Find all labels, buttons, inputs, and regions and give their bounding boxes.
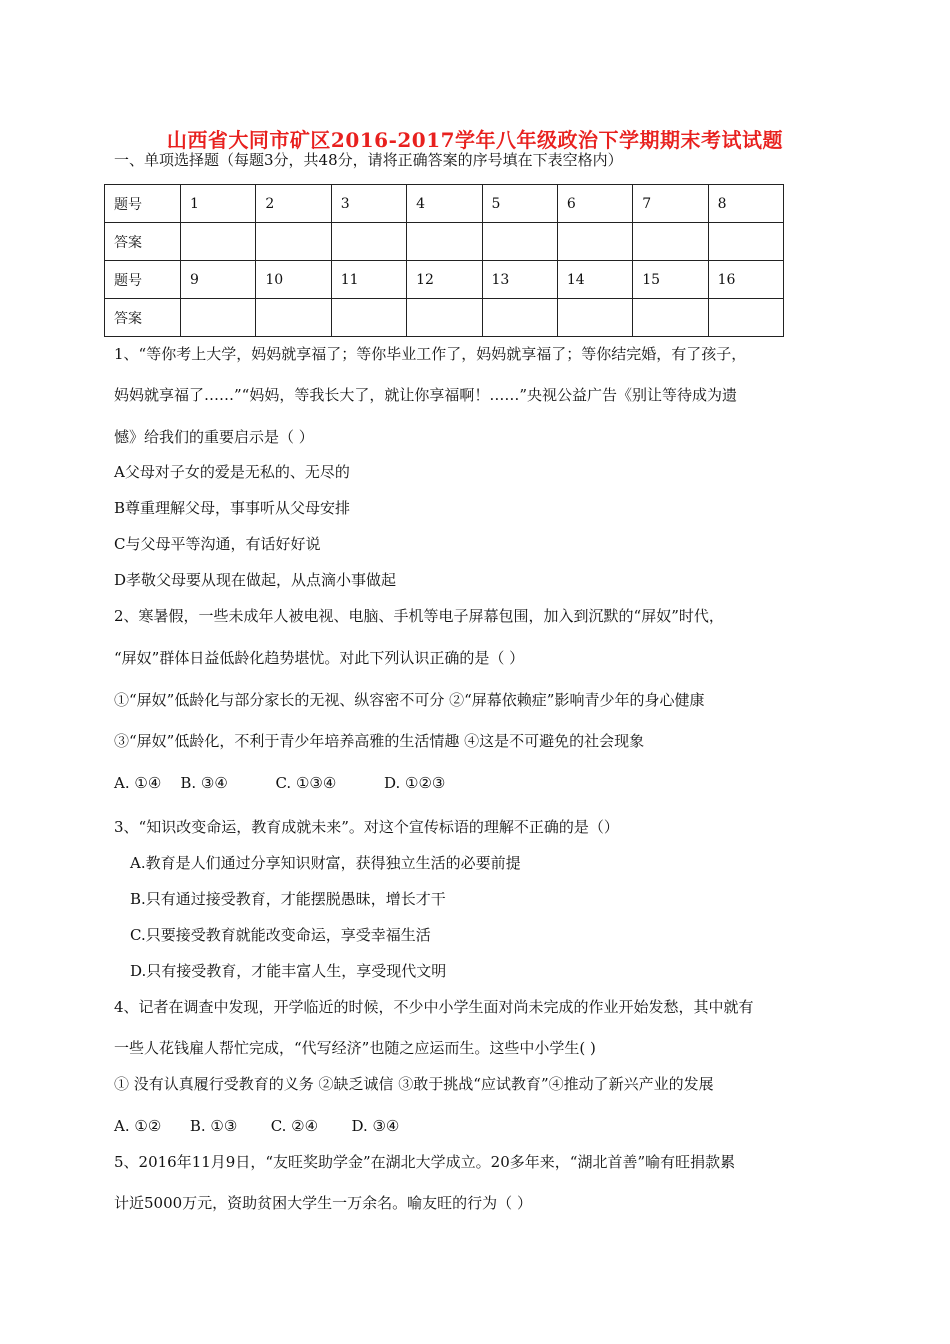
question-3-option-b: B.只有通过接受教育，才能摆脱愚昧，增长才干	[130, 890, 446, 908]
question-2-statements: ①“屏奴”低龄化与部分家长的无视、纵容密不可分 ②“屏幕依赖症”影响青少年的身心健康	[114, 691, 705, 709]
answer-cell[interactable]	[557, 223, 632, 261]
question-3-stem: 3、“知识改变命运，教育成就未来”。对这个宣传标语的理解不正确的是（）	[114, 818, 619, 836]
question-1-stem: 妈妈就享福了……”“妈妈，等我长大了，就让你享福啊！……”央视公益广告《别让等待成为遗	[114, 386, 738, 404]
answer-cell[interactable]	[256, 299, 331, 337]
question-1-option-b: B尊重理解父母，事事听从父母安排	[114, 499, 351, 517]
answer-cell[interactable]	[181, 299, 256, 337]
question-number-cell: 11	[331, 261, 406, 299]
question-1-option-c: C与父母平等沟通，有话好好说	[114, 535, 321, 553]
answer-cell[interactable]	[181, 223, 256, 261]
row-label: 题号	[105, 261, 181, 299]
answer-cell[interactable]	[482, 223, 557, 261]
table-row	[105, 223, 784, 261]
question-1-stem: 憾》给我们的重要启示是（ ）	[114, 428, 314, 446]
row-label: 答案	[105, 223, 181, 261]
row-label: 题号	[105, 185, 181, 223]
question-number-cell: 14	[557, 261, 632, 299]
question-number-cell: 3	[331, 185, 406, 223]
answer-cell[interactable]	[482, 299, 557, 337]
question-number-cell: 16	[708, 261, 783, 299]
question-4-statements: ① 没有认真履行受教育的义务 ②缺乏诚信 ③敢于挑战“应试教育”④推动了新兴产业的发展	[114, 1075, 714, 1093]
question-number-cell: 13	[482, 261, 557, 299]
answer-cell[interactable]	[633, 299, 708, 337]
question-1-stem: 1、“等你考上大学，妈妈就享福了；等你毕业工作了，妈妈就享福了；等你结完婚，有了孩子，	[114, 345, 747, 363]
question-number-cell: 2	[256, 185, 331, 223]
question-5-stem: 5、2016年11月9日，“友旺奖助学金”在湖北大学成立。20多年来，“湖北首善”喻有旺捐款累	[114, 1153, 736, 1171]
answer-cell[interactable]	[708, 299, 783, 337]
question-2-statements: ③“屏奴”低龄化，不利于青少年培养高雅的生活情趣 ④这是不可避免的社会现象	[114, 732, 645, 750]
table-row	[105, 299, 784, 337]
question-number-cell: 1	[181, 185, 256, 223]
answer-cell[interactable]	[331, 299, 406, 337]
question-number-cell: 12	[407, 261, 482, 299]
answer-cell[interactable]	[256, 223, 331, 261]
answer-cell[interactable]	[407, 299, 482, 337]
question-1-option-a: A父母对子女的爱是无私的、无尽的	[114, 463, 350, 481]
question-5-stem: 计近5000万元，资助贫困大学生一万余名。喻友旺的行为（ ）	[114, 1194, 532, 1212]
answer-cell[interactable]	[557, 299, 632, 337]
question-number-cell: 6	[557, 185, 632, 223]
question-number-cell: 5	[482, 185, 557, 223]
answer-cell[interactable]	[407, 223, 482, 261]
question-3-option-c: C.只要接受教育就能改变命运，享受幸福生活	[130, 926, 431, 944]
question-number-cell: 4	[407, 185, 482, 223]
question-4-stem: 4、记者在调查中发现，开学临近的时候，不少中小学生面对尚未完成的作业开始发愁，其中就有	[114, 998, 754, 1016]
question-number-cell: 9	[181, 261, 256, 299]
question-1-option-d: D孝敬父母要从现在做起，从点滴小事做起	[114, 571, 397, 589]
answer-cell[interactable]	[708, 223, 783, 261]
question-2-options: A. ①④ B. ③④ C. ①③④ D. ①②③	[114, 774, 446, 792]
question-number-cell: 15	[633, 261, 708, 299]
question-number-cell: 7	[633, 185, 708, 223]
table-row	[105, 185, 784, 223]
section-heading: 一、单项选择题（每题3分，共48分，请将正确答案的序号填在下表空格内）	[114, 151, 623, 169]
question-3-option-a: A.教育是人们通过分享知识财富，获得独立生活的必要前提	[130, 854, 521, 872]
answer-table	[104, 184, 784, 337]
answer-cell[interactable]	[633, 223, 708, 261]
answer-cell[interactable]	[331, 223, 406, 261]
table-row	[105, 261, 784, 299]
row-label: 答案	[105, 299, 181, 337]
question-number-cell: 10	[256, 261, 331, 299]
question-4-options: A. ①② B. ①③ C. ②④ D. ③④	[114, 1117, 400, 1135]
document-title: 山西省大同市矿区2016-2017学年八年级政治下学期期末考试试题	[166, 128, 784, 152]
question-3-option-d: D.只有接受教育，才能丰富人生，享受现代文明	[130, 962, 447, 980]
question-4-stem: 一些人花钱雇人帮忙完成，“代写经济”也随之应运而生。这些中小学生( )	[114, 1039, 596, 1057]
question-number-cell: 8	[708, 185, 783, 223]
question-2-stem: “屏奴”群体日益低龄化趋势堪忧。对此下列认识正确的是（ ）	[114, 649, 525, 667]
question-2-stem: 2、寒暑假，一些未成年人被电视、电脑、手机等电子屏幕包围，加入到沉默的“屏奴”时代，	[114, 607, 724, 625]
